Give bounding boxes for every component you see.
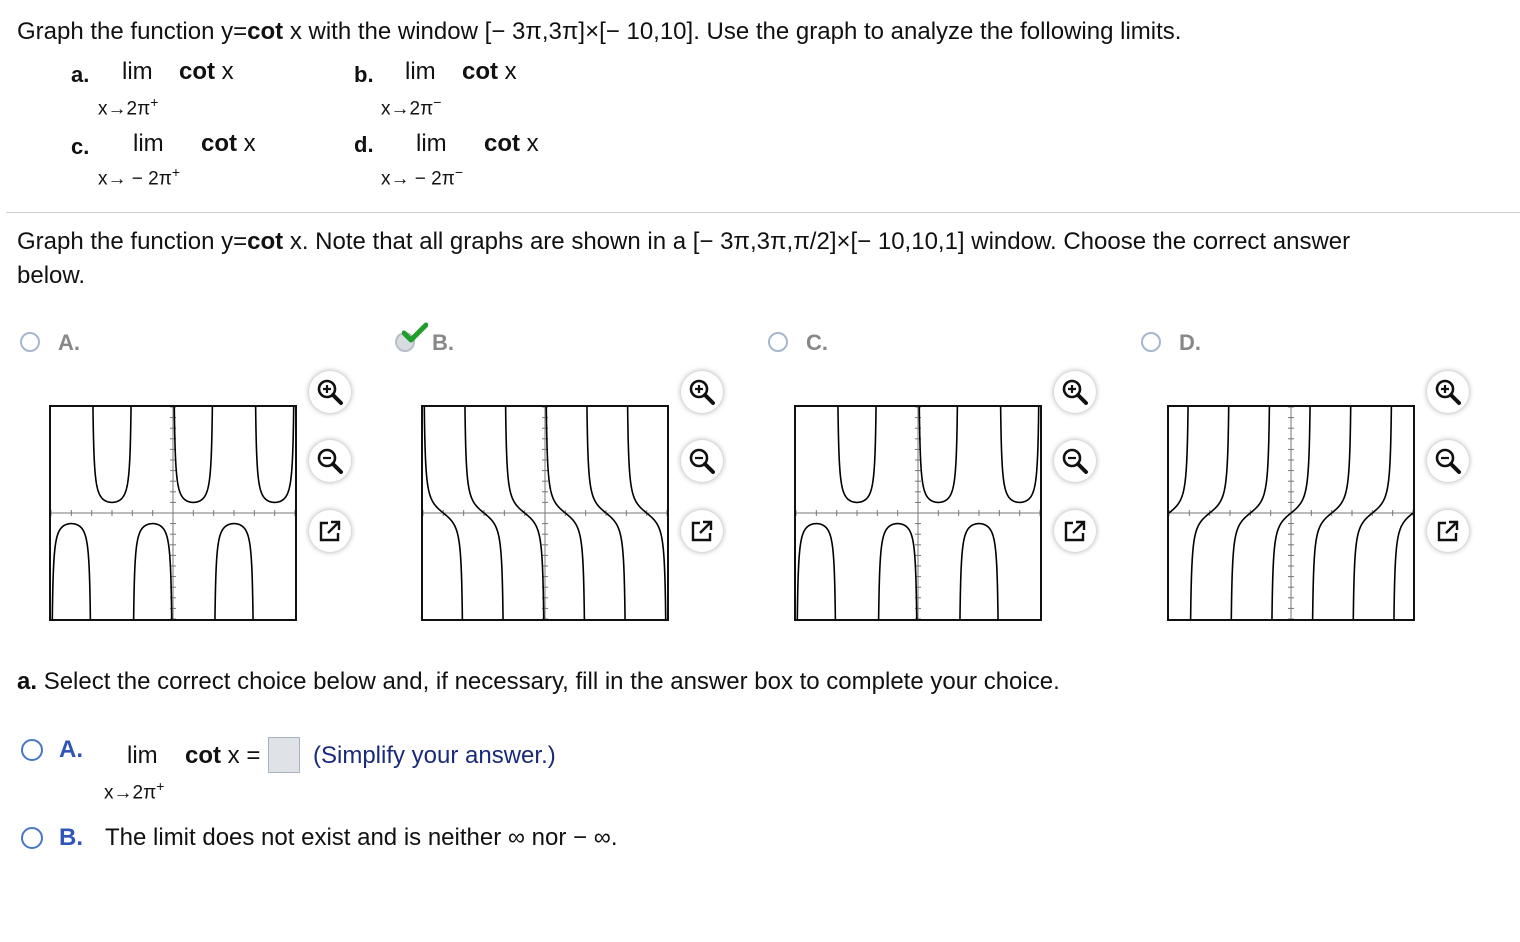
lim-function: cot x (462, 58, 517, 85)
zoom-out-icon (315, 446, 345, 476)
zoom-in-button[interactable] (309, 371, 351, 413)
graph-plot (1169, 407, 1413, 619)
lim-word: lim (133, 130, 164, 157)
option-a-radio[interactable] (20, 332, 40, 352)
popout-icon (689, 518, 715, 544)
zoom-out-icon (1060, 446, 1090, 476)
curve-branch (918, 407, 959, 502)
option-c-radio[interactable] (768, 332, 788, 352)
simplify-hint: (Simplify your answer.) (313, 742, 556, 769)
answer-input[interactable] (268, 737, 300, 773)
zoom-in-icon (687, 377, 717, 407)
lim-subscript: x→2π+ (98, 94, 159, 120)
option-d-label[interactable]: D. (1179, 330, 1201, 355)
curve-branch (51, 524, 92, 619)
popout-button[interactable] (681, 510, 723, 552)
lim-word: lim (405, 58, 436, 85)
curve-branch (877, 524, 918, 619)
graph-plot (51, 407, 295, 619)
lim-word: lim (122, 58, 153, 85)
choice-b-text: The limit does not exist and is neither ∞ nor − ∞. (105, 824, 618, 851)
zoom-in-button[interactable] (1427, 371, 1469, 413)
curve-branch (796, 524, 837, 619)
curve-branch (254, 407, 295, 502)
option-a-label[interactable]: A. (58, 330, 80, 355)
zoom-out-icon (687, 446, 717, 476)
zoom-out-button[interactable] (681, 440, 723, 482)
popout-button[interactable] (309, 510, 351, 552)
intro-text: Graph the function y=cot x with the window [− 3π,3π]×[− 10,10]. Use the graph to analyze the following limits. (17, 18, 1182, 45)
zoom-in-icon (1060, 377, 1090, 407)
zoom-out-icon (1433, 446, 1463, 476)
popout-button[interactable] (1427, 510, 1469, 552)
curve-branch (214, 524, 255, 619)
choice-a-radio[interactable] (21, 739, 43, 761)
checkmark-icon (402, 322, 428, 344)
popout-button[interactable] (1054, 510, 1096, 552)
lim-subscript: x→2π− (381, 94, 442, 120)
lim-subscript: x→ − 2π− (381, 164, 464, 190)
zoom-in-button[interactable] (1054, 371, 1096, 413)
curve-branch (92, 407, 133, 502)
zoom-in-button[interactable] (681, 371, 723, 413)
part-a-prompt: a. Select the correct choice below and, if necessary, fill in the answer box to complete your choice. (17, 668, 1060, 695)
lim-function: cot x (484, 130, 539, 157)
zoom-out-button[interactable] (1054, 440, 1096, 482)
popout-icon (317, 518, 343, 544)
popout-icon (1435, 518, 1461, 544)
graph-option-b[interactable] (421, 405, 669, 621)
lim-function: cot x (201, 130, 256, 157)
curve-branch (999, 407, 1040, 502)
zoom-in-icon (315, 377, 345, 407)
part-letter: b. (354, 62, 374, 87)
zoom-out-button[interactable] (1427, 440, 1469, 482)
graph-option-a[interactable] (49, 405, 297, 621)
choice-a-subscript: x→2π+ (104, 778, 165, 804)
popout-icon (1062, 518, 1088, 544)
lim-word: lim (416, 130, 447, 157)
choice-b-label[interactable]: B. (59, 824, 83, 851)
part-letter: c. (71, 134, 90, 159)
graph-plot (796, 407, 1040, 619)
question-text-line2: below. (17, 262, 86, 289)
curve-branch (1169, 407, 1189, 513)
question-text: Graph the function y=cot x. Note that all graphs are shown in a [− 3π,3π,π/2]×[− 10,10,1] window. Choose the correct answer (17, 228, 1351, 255)
graph-option-c[interactable] (794, 405, 1042, 621)
zoom-in-icon (1433, 377, 1463, 407)
option-b-label[interactable]: B. (432, 330, 454, 355)
lim-subscript: x→ − 2π+ (98, 164, 181, 190)
section-divider (6, 212, 1520, 213)
graph-option-d[interactable] (1167, 405, 1415, 621)
choice-a-label[interactable]: A. (59, 736, 83, 763)
lim-function: cot x (179, 58, 234, 85)
graph-plot (423, 407, 667, 619)
zoom-out-button[interactable] (309, 440, 351, 482)
curve-branch (132, 524, 173, 619)
curve-branch (1393, 513, 1413, 619)
part-letter: a. (71, 62, 90, 87)
curve-branch (837, 407, 878, 502)
choice-b-radio[interactable] (21, 827, 43, 849)
part-letter: d. (354, 132, 374, 157)
curve-branch (959, 524, 1000, 619)
option-d-radio[interactable] (1141, 332, 1161, 352)
choice-a-function: cot x = (185, 742, 261, 769)
option-c-label[interactable]: C. (806, 330, 828, 355)
curve-branch (173, 407, 214, 502)
choice-a-lim: lim (127, 742, 158, 769)
